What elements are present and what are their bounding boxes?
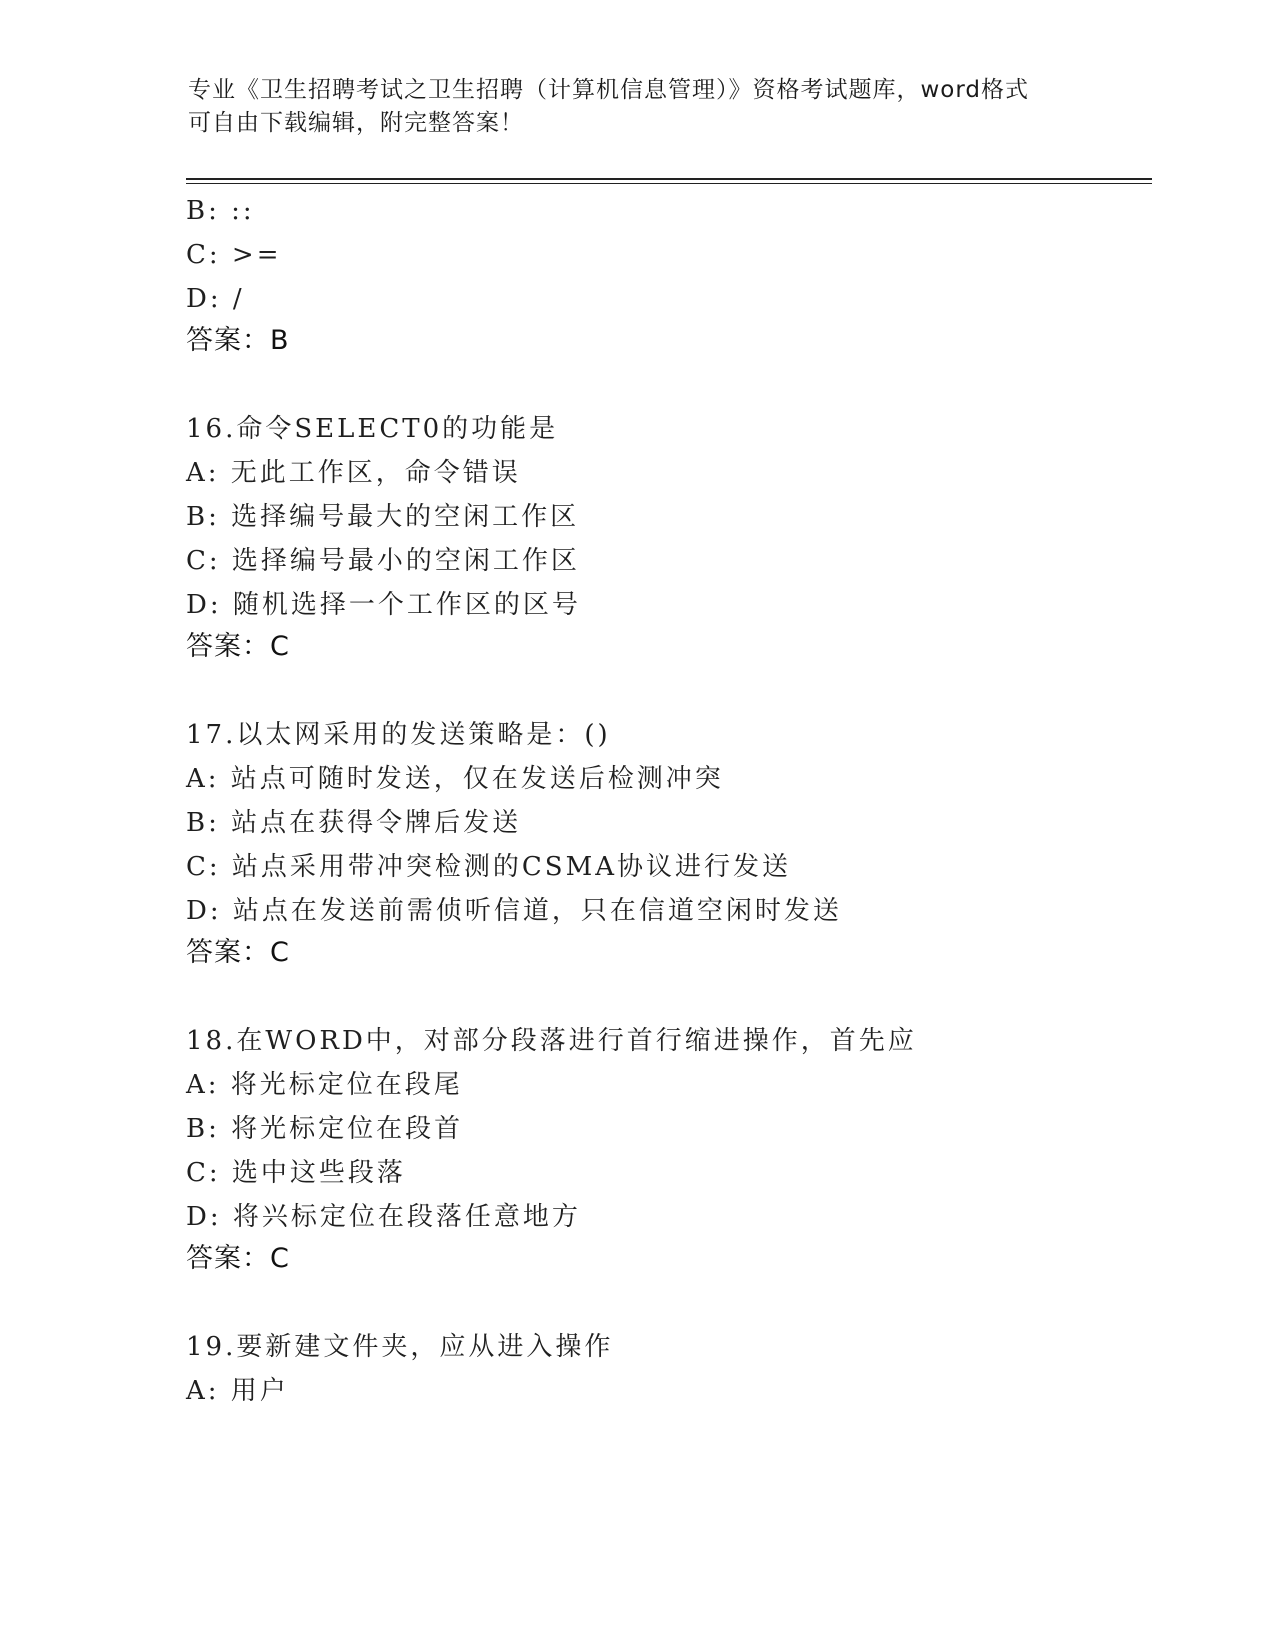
q16-option-c: C: 选择编号最小的空闲工作区 bbox=[186, 546, 580, 576]
question-17: 17.以太网采用的发送策略是：() bbox=[186, 720, 611, 750]
q16-answer: 答案：C bbox=[186, 631, 290, 662]
document-header bbox=[188, 74, 1088, 140]
header-divider-thin bbox=[186, 183, 1152, 184]
option-d: D: / bbox=[186, 284, 245, 314]
q18-answer: 答案：C bbox=[186, 1243, 290, 1274]
answer-line: 答案：B bbox=[186, 325, 290, 356]
q17-option-c: C: 站点采用带冲突检测的CSMA协议进行发送 bbox=[186, 852, 792, 882]
q17-option-b: B: 站点在获得令牌后发送 bbox=[186, 808, 522, 838]
q17-option-d: D: 站点在发送前需侦听信道，只在信道空闲时发送 bbox=[186, 896, 842, 926]
question-16: 16.命令SELECT0的功能是 bbox=[186, 414, 559, 444]
q18-option-d: D: 将兴标定位在段落任意地方 bbox=[186, 1202, 581, 1232]
option-c: C: >= bbox=[186, 240, 282, 270]
q17-option-a: A: 站点可随时发送，仅在发送后检测冲突 bbox=[186, 764, 724, 794]
question-18: 18.在WORD中，对部分段落进行首行缩进操作，首先应 bbox=[186, 1026, 917, 1056]
q18-option-c: C: 选中这些段落 bbox=[186, 1158, 406, 1188]
q18-option-a: A: 将光标定位在段尾 bbox=[186, 1070, 463, 1100]
header-line-2: 可自由下载编辑，附完整答案！ bbox=[188, 110, 524, 136]
header-divider-thick bbox=[186, 178, 1152, 180]
q18-option-b: B: 将光标定位在段首 bbox=[186, 1114, 464, 1144]
q16-option-d: D: 随机选择一个工作区的区号 bbox=[186, 590, 581, 620]
q16-option-b: B: 选择编号最大的空闲工作区 bbox=[186, 502, 580, 532]
question-19: 19.要新建文件夹，应从进入操作 bbox=[186, 1332, 614, 1362]
option-b: B: :: bbox=[186, 196, 255, 226]
header-line-1: 专业《卫生招聘考试之卫生招聘（计算机信息管理）》资格考试题库，word格式 bbox=[188, 77, 1030, 103]
q19-option-a: A: 用户 bbox=[186, 1376, 289, 1406]
q17-answer: 答案：C bbox=[186, 937, 290, 968]
q16-option-a: A: 无此工作区，命令错误 bbox=[186, 458, 521, 488]
